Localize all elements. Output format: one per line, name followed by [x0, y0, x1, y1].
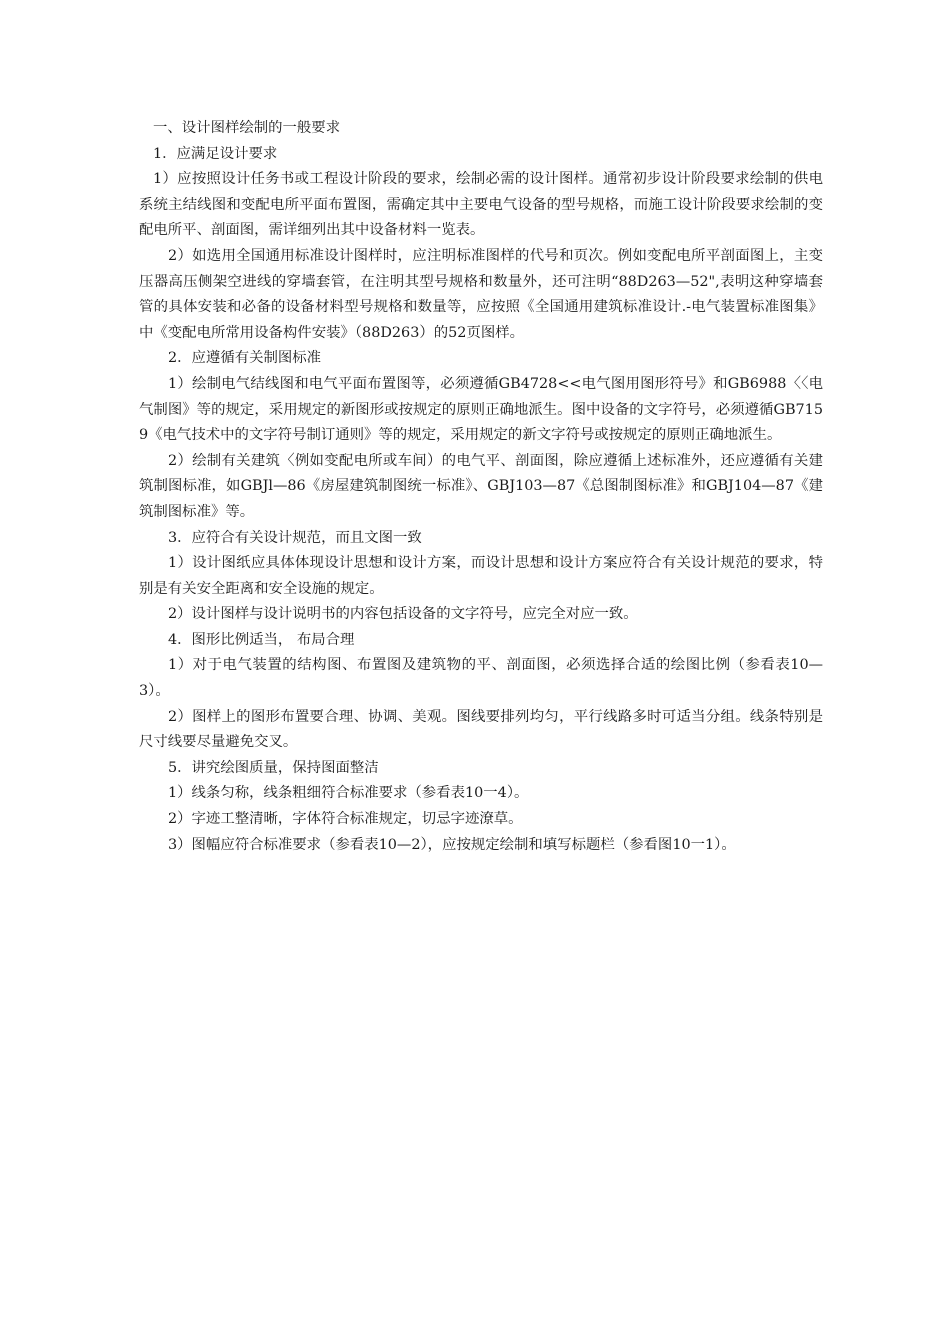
section-5-paragraph-2: 2）字迹工整清晰，字体符合标准规定，切忌字迹潦草。 [168, 811, 523, 828]
section-4-paragraph-1: 1）对于电气装置的结构图、布置图及建筑物的平、剖面图，必须选择合适的绘图比例（参看表10—3）。 [139, 657, 823, 700]
section-3-paragraph-2: 2）设计图样与设计说明书的内容包括设备的文字符号，应完全对应一致。 [168, 606, 638, 623]
section-5-heading: 5．讲究绘图质量，保持图面整洁 [168, 759, 379, 776]
section-3-paragraph-1: 1）设计图纸应具体体现设计思想和设计方案，而设计思想和设计方案应符合有关设计规范的要求，特别是有关安全距离和安全设施的规定。 [139, 555, 823, 597]
section-4-heading: 4．图形比例适当， 布局合理 [168, 631, 355, 648]
section-5-paragraph-3: 3）图幅应符合标准要求（参看表10—2），应按规定绘制和填写标题栏（参看图10一1）。 [168, 836, 736, 853]
document-title: 一、设计图样绘制的一般要求 [153, 120, 341, 136]
document-body [139, 116, 823, 858]
section-4-paragraph-2: 2）图样上的图形布置要合理、协调、美观。图线要排列均匀，平行线路多时可适当分组。线条特别是尺寸线要尽量避免交叉。 [139, 708, 823, 751]
section-2-paragraph-1: 1）绘制电气结线图和电气平面布置图等，必须遵循GB4728<<电气图用图形符号》和GB6988〈〈电气制图》等的规定，采用规定的新图形或按规定的原则正确地派生。图中设备的文字符号，必须遵循GB7159《电气技术中的文字符号制订通则》等的规定，采用规定的新文字符号或按规定的原则正确地派生。 [139, 375, 823, 444]
section-1-paragraph-1: 1）应按照设计任务书或工程设计阶段的要求，绘制必需的设计图样。通常初步设计阶段要求绘制的供电系统主结线图和变配电所平面布置图，需确定其中主要电气设备的型号规格，而施工设计阶段要求绘制的变配电所平、剖面图，需详细列出其中设备材料一览表。 [139, 171, 823, 239]
section-1-paragraph-2: 2）如选用全国通用标准设计图样时，应注明标准图样的代号和页次。例如变配电所平剖面图上，主变压器高压侧架空进线的穿墙套管，在注明其型号规格和数量外，还可注明“88D263—52",表明这种穿墙套管的具体安装和必备的设备材料型号规格和数量等，应按照《全国通用建筑标准设计.-电气装置标准图集》中《变配电所常用设备构件安装》（88D263）的52页图样。 [139, 247, 823, 341]
section-1-heading: 1．应满足设计要求 [153, 145, 278, 162]
section-5-paragraph-1: 1）线条匀称，线条粗细符合标准要求（参看表10一4）。 [168, 785, 529, 802]
section-2-paragraph-2: 2）绘制有关建筑〈例如变配电所或车间）的电气平、剖面图，除应遵循上述标准外，还应遵循有关建筑制图标准，如GBJl—86《房屋建筑制图统一标准》、GBJ103—87《总图制图标准》和GBJ104—87《建筑制图标准》等。 [139, 452, 823, 520]
section-2-heading: 2．应遵循有关制图标准 [168, 350, 322, 367]
section-3-heading: 3．应符合有关设计规范，而且文图一致 [168, 529, 422, 546]
